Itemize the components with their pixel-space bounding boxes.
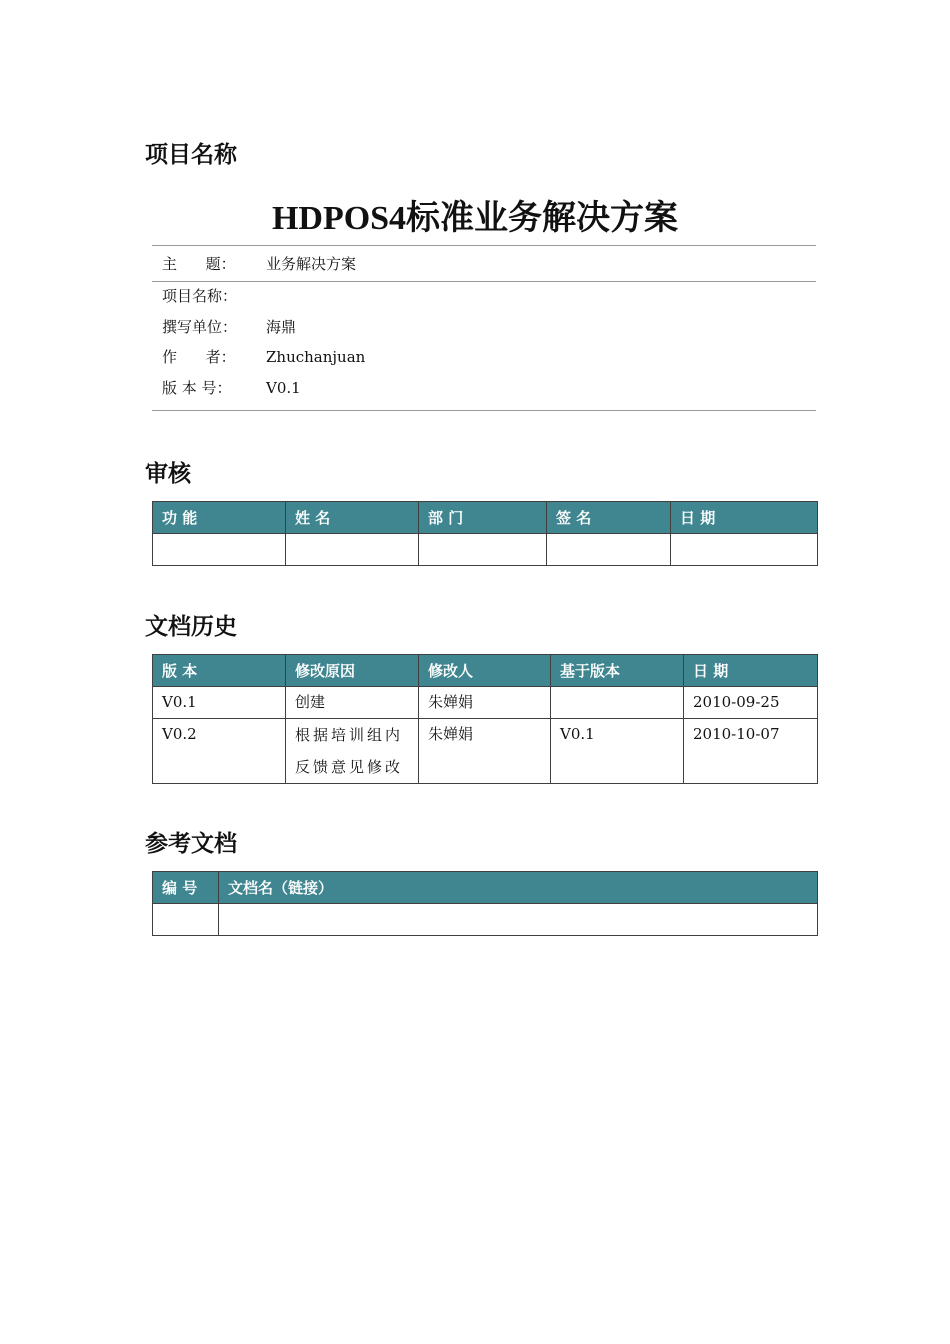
column-header: 文档名（链接） xyxy=(219,872,818,904)
info-label: 版 本 号： xyxy=(162,379,232,397)
table-row xyxy=(153,687,818,719)
review-table xyxy=(152,501,818,566)
table-row xyxy=(153,719,818,784)
column-header: 修改原因 xyxy=(286,655,419,687)
table-cell: 朱婵娟 xyxy=(419,687,551,719)
divider xyxy=(152,410,816,411)
info-value: Zhuchanjuan xyxy=(266,348,366,366)
column-header: 基于版本 xyxy=(551,655,684,687)
table-cell xyxy=(419,534,547,566)
table-cell: 2010-09-25 xyxy=(684,687,818,719)
info-label: 主 题： xyxy=(162,255,236,273)
column-header: 签 名 xyxy=(547,502,671,534)
table-cell xyxy=(547,534,671,566)
document-title: HDPOS4标准业务解决方案 xyxy=(271,200,679,237)
history-heading: 文档历史 xyxy=(145,614,237,640)
review-heading: 审核 xyxy=(145,461,191,487)
table-header-row xyxy=(153,872,818,904)
info-value: 业务解决方案 xyxy=(266,255,357,273)
column-header: 修改人 xyxy=(419,655,551,687)
column-header: 部 门 xyxy=(419,502,547,534)
column-header: 日 期 xyxy=(671,502,818,534)
table-row xyxy=(153,534,818,566)
table-cell: V0.2 xyxy=(153,719,286,784)
info-value: 海鼎 xyxy=(266,318,297,336)
history-table xyxy=(152,654,818,784)
column-header: 编 号 xyxy=(153,872,219,904)
info-row-subject xyxy=(162,249,356,279)
table-cell xyxy=(153,534,286,566)
table-row xyxy=(153,904,818,936)
info-value: V0.1 xyxy=(266,379,301,397)
info-row-organization xyxy=(162,312,296,342)
references-table xyxy=(152,871,818,936)
table-cell xyxy=(219,904,818,936)
info-row-project-name xyxy=(162,281,266,311)
table-cell: 根据培训组内反馈意见修改 xyxy=(286,719,419,784)
table-cell: 创建 xyxy=(286,687,419,719)
info-row-version xyxy=(162,373,301,403)
info-label: 撰写单位： xyxy=(162,318,238,336)
table-header-row xyxy=(153,502,818,534)
divider xyxy=(152,245,816,246)
table-cell: V0.1 xyxy=(551,719,684,784)
table-cell xyxy=(286,534,419,566)
column-header: 版 本 xyxy=(153,655,286,687)
column-header: 功 能 xyxy=(153,502,286,534)
column-header: 日 期 xyxy=(684,655,818,687)
table-cell: V0.1 xyxy=(153,687,286,719)
table-cell xyxy=(671,534,818,566)
table-cell: 朱婵娟 xyxy=(419,719,551,784)
table-cell: 2010-10-07 xyxy=(684,719,818,784)
references-heading: 参考文档 xyxy=(145,831,237,857)
table-cell xyxy=(153,904,219,936)
table-header-row xyxy=(153,655,818,687)
info-label: 作 者： xyxy=(162,348,236,366)
info-row-author xyxy=(162,342,365,372)
table-cell xyxy=(551,687,684,719)
project-name-heading: 项目名称 xyxy=(145,142,237,168)
info-label: 项目名称： xyxy=(162,287,238,305)
column-header: 姓 名 xyxy=(286,502,419,534)
